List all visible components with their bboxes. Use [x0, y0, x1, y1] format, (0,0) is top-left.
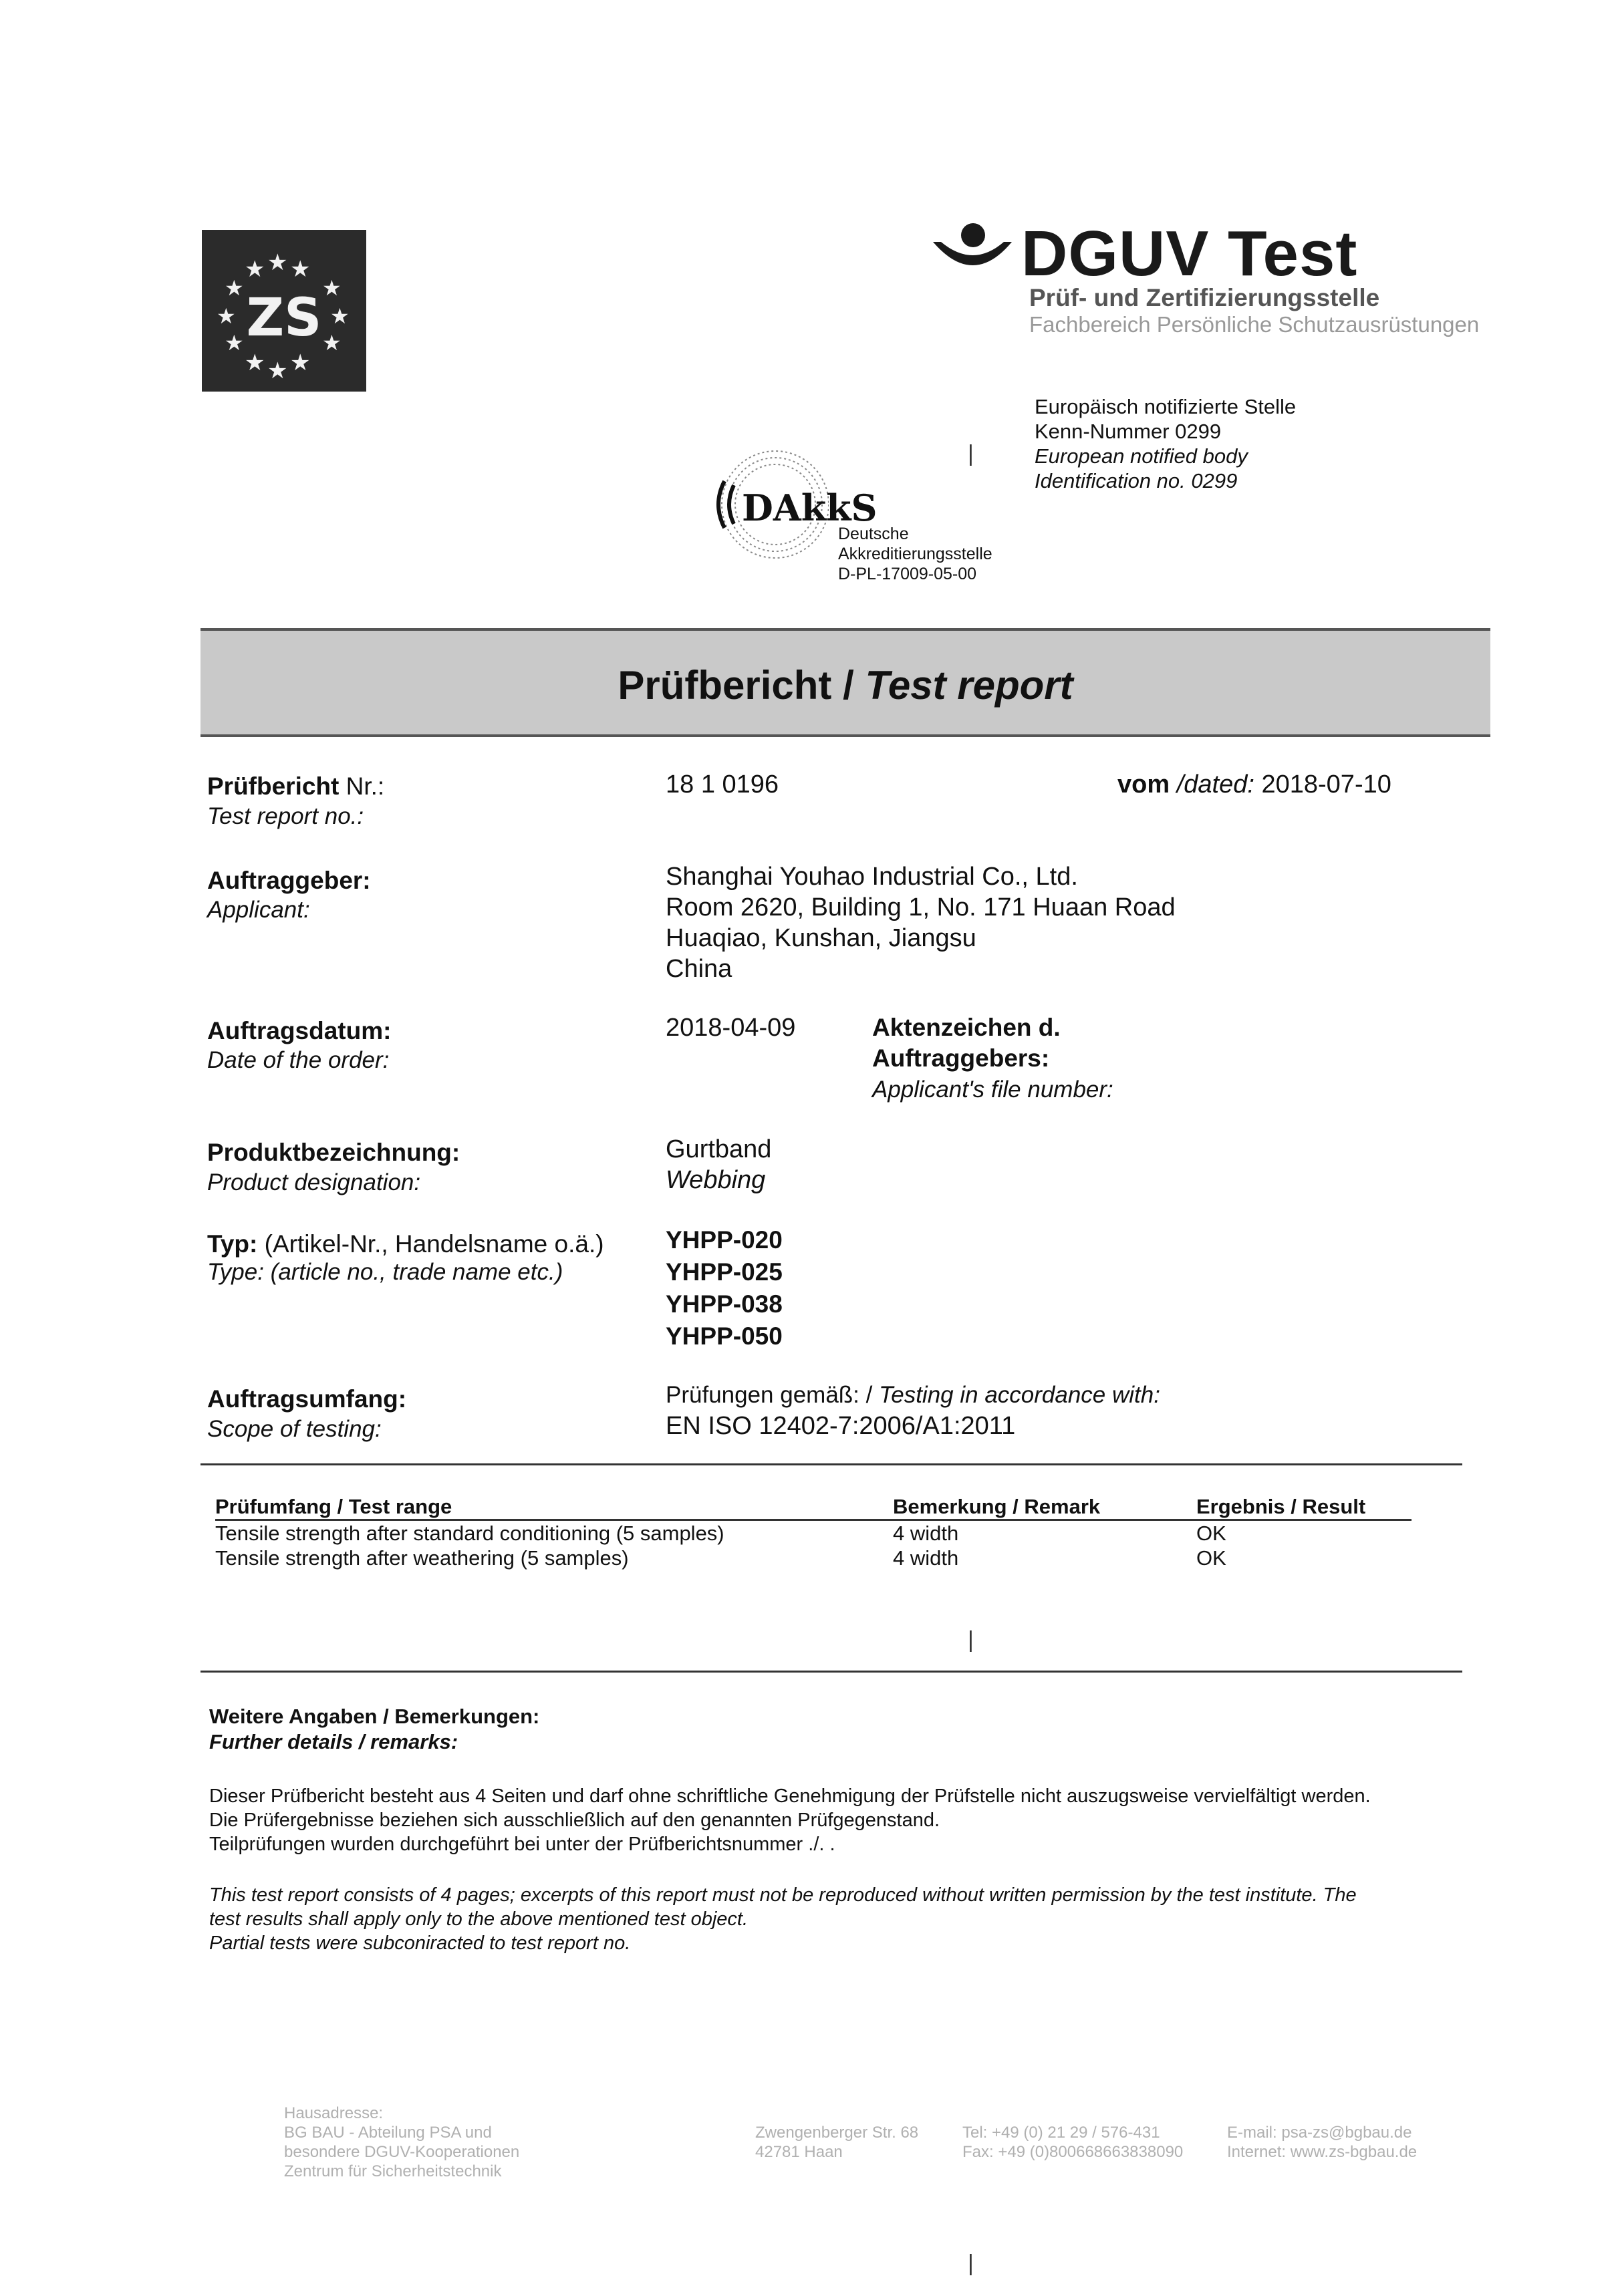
applicant-line: Shanghai Youhao Industrial Co., Ltd.: [666, 863, 1078, 891]
dakks-line-2: Akkreditierungsstelle: [838, 545, 992, 563]
star-icon: ★: [267, 249, 288, 276]
zs-logo: [202, 230, 366, 392]
applicant-label-de: Auftraggeber:: [207, 867, 371, 894]
type-list: [666, 1224, 783, 1352]
dguv-title: DGUV Test: [1021, 218, 1358, 289]
type-item: YHPP-020: [666, 1226, 783, 1254]
order-date-label-en: Date of the order:: [207, 1047, 390, 1073]
header-result: Ergebnis / Result: [1196, 1495, 1366, 1518]
remarks-heading-de: Weitere Angaben / Bemerkungen:: [209, 1705, 540, 1728]
footer-line: BG BAU - Abteilung PSA und: [284, 2124, 492, 2142]
footer-line: Tel: +49 (0) 21 29 / 576-431: [962, 2124, 1160, 2142]
star-icon: ★: [322, 275, 342, 301]
file-number-label-de-2: Auftraggebers:: [872, 1044, 1050, 1072]
remark-line: This test report consists of 4 pages; excerpts of this report must not be reproduced without written permission by the test institute. The: [209, 1884, 1357, 1906]
remarks-en: [209, 1883, 1357, 1955]
table-header: [215, 1494, 1412, 1521]
notified-en-1: European notified body: [1035, 444, 1248, 468]
file-number-label-de-1: Aktenzeichen d.: [872, 1014, 1061, 1041]
product-label-en: Product designation:: [207, 1169, 421, 1195]
dguv-department: Fachbereich Persönliche Schutzausrüstungen: [1029, 312, 1480, 337]
type-label-de-suffix: (Artikel-Nr., Handelsname o.ä.): [257, 1230, 604, 1258]
remark-line: Partial tests were subconiracted to test report no.: [209, 1932, 631, 1954]
footer-line: Fax: +49 (0)800668663838090: [962, 2143, 1184, 2161]
table-row: [215, 1521, 1418, 1546]
type-item: YHPP-025: [666, 1258, 783, 1286]
footer-line: E-mail: psa-zs@bgbau.de: [1227, 2124, 1412, 2142]
applicant-line: Room 2620, Building 1, No. 171 Huaan Road: [666, 893, 1176, 921]
footer-line: besondere DGUV-Kooperationen: [284, 2143, 520, 2161]
dguv-subtitle: Prüf- und Zertifizierungsstelle: [1029, 284, 1380, 311]
star-icon: ★: [330, 303, 350, 329]
type-item: YHPP-050: [666, 1322, 783, 1350]
applicant-line: Huaqiao, Kunshan, Jiangsu: [666, 924, 976, 952]
order-date-label-de: Auftragsdatum:: [207, 1017, 392, 1044]
product-de: Gurtband: [666, 1135, 772, 1163]
scope-en: Testing in accordance with:: [879, 1382, 1160, 1408]
notified-de-2: Kenn-Nummer 0299: [1035, 420, 1222, 443]
scan-mark: |: [968, 441, 974, 466]
footer-line: Internet: www.zs-bgbau.de: [1227, 2143, 1418, 2161]
star-icon: ★: [290, 349, 311, 376]
cell-remark: 4 width: [893, 1546, 959, 1570]
report-number: 18 1 0196: [666, 770, 779, 799]
cell-remark: 4 width: [893, 1522, 959, 1545]
dakks-name: DAkkS: [742, 486, 878, 529]
star-icon: ★: [245, 349, 265, 376]
dakks-line-1: Deutsche: [838, 525, 909, 543]
scan-mark: |: [968, 1627, 974, 1653]
header-remark: Bemerkung / Remark: [893, 1495, 1101, 1518]
test-table: [215, 1494, 1418, 1570]
scan-mark: |: [968, 2251, 974, 2276]
cell-result: OK: [1196, 1522, 1226, 1545]
star-icon: ★: [267, 357, 288, 384]
star-icon: ★: [322, 330, 342, 355]
type-item: YHPP-038: [666, 1290, 783, 1318]
applicant-label-en: Applicant:: [207, 897, 310, 923]
star-icon: ★: [290, 256, 311, 283]
title-banner: [200, 628, 1490, 737]
star-icon: ★: [217, 303, 236, 329]
footer-line: Hausadresse:: [284, 2104, 384, 2122]
report-title: [618, 663, 1073, 708]
report-title-en: Test report: [865, 663, 1073, 708]
footer-line: Zwengenberger Str. 68: [755, 2124, 919, 2142]
dguv-logo-icon: [929, 222, 1016, 279]
notified-body-block: [1035, 394, 1296, 493]
divider: [200, 1463, 1462, 1465]
scope-line: [666, 1380, 1160, 1411]
divider: [200, 1671, 1462, 1673]
star-icon: ★: [225, 275, 244, 301]
footer-line: Zentrum für Sicherheitstechnik: [284, 2162, 502, 2180]
remark-line: Die Prüfergebnisse beziehen sich ausschließlich auf den genannten Prüfgegenstand.: [209, 1810, 940, 1831]
report-title-de: Prüfbericht /: [618, 663, 865, 708]
scope-label-en: Scope of testing:: [207, 1416, 382, 1442]
remark-line: Dieser Prüfbericht besteht aus 4 Seiten und darf ohne schriftliche Genehmigung der Prüfstelle nicht auszugsweise vervielfältigt werden.: [209, 1785, 1371, 1807]
type-label-de-bold: Typ:: [207, 1230, 258, 1258]
type-label-de: [207, 1230, 604, 1259]
footer-phone: [962, 2123, 1183, 2162]
remark-line: Teilprüfungen wurden durchgeführt bei unter der Prüfberichtsnummer ./. .: [209, 1834, 835, 1855]
header-test-range: Prüfumfang / Test range: [215, 1495, 452, 1518]
report-number-label-de: Prüfbericht Nr.:: [207, 772, 385, 800]
remarks-heading-en: Further details / remarks:: [209, 1730, 458, 1753]
order-date: 2018-04-09: [666, 1014, 796, 1042]
star-icon: ★: [225, 330, 244, 355]
remark-line: test results shall apply only to the above mentioned test object.: [209, 1908, 749, 1930]
footer-street: [755, 2123, 918, 2162]
cell-test-range: Tensile strength after weathering (5 samples): [215, 1546, 629, 1570]
table-row: [215, 1546, 1418, 1570]
applicant-line: China: [666, 955, 732, 983]
report-date: 2018-07-10: [1261, 770, 1391, 799]
footer-line: 42781 Haan: [755, 2143, 843, 2161]
cell-test-range: Tensile strength after standard conditioning (5 samples): [215, 1522, 724, 1545]
star-icon: ★: [245, 256, 265, 283]
dated-label-de: vom: [1117, 770, 1177, 799]
cell-result: OK: [1196, 1546, 1226, 1570]
file-number-label-en: Applicant's file number:: [872, 1077, 1113, 1103]
scope-de: Prüfungen gemäß: /: [666, 1382, 880, 1408]
notified-de-1: Europäisch notifizierte Stelle: [1035, 395, 1297, 418]
report-number-label-en: Test report no.:: [207, 803, 364, 829]
remarks-heading: [209, 1704, 539, 1755]
report-date-block: [1117, 769, 1391, 800]
product-label-de: Produktbezeichnung:: [207, 1139, 460, 1166]
footer-address: [284, 2104, 519, 2181]
scope-label-de: Auftragsumfang:: [207, 1385, 407, 1413]
product-en: Webbing: [666, 1166, 766, 1194]
zs-logo-graphic: [202, 230, 366, 392]
type-label-en: Type: (article no., trade name etc.): [207, 1259, 563, 1285]
scope-standard: EN ISO 12402-7:2006/A1:2011: [666, 1412, 1016, 1440]
applicant-address: [666, 861, 1176, 984]
remarks-de: [209, 1784, 1371, 1856]
footer-contact: [1227, 2123, 1417, 2162]
dated-label-en: /dated:: [1176, 770, 1254, 799]
dakks-details: [838, 524, 992, 584]
notified-en-2: Identification no. 0299: [1035, 469, 1238, 492]
zs-logo-text: ZS: [246, 288, 322, 348]
dakks-line-3: D-PL-17009-05-00: [838, 565, 977, 583]
